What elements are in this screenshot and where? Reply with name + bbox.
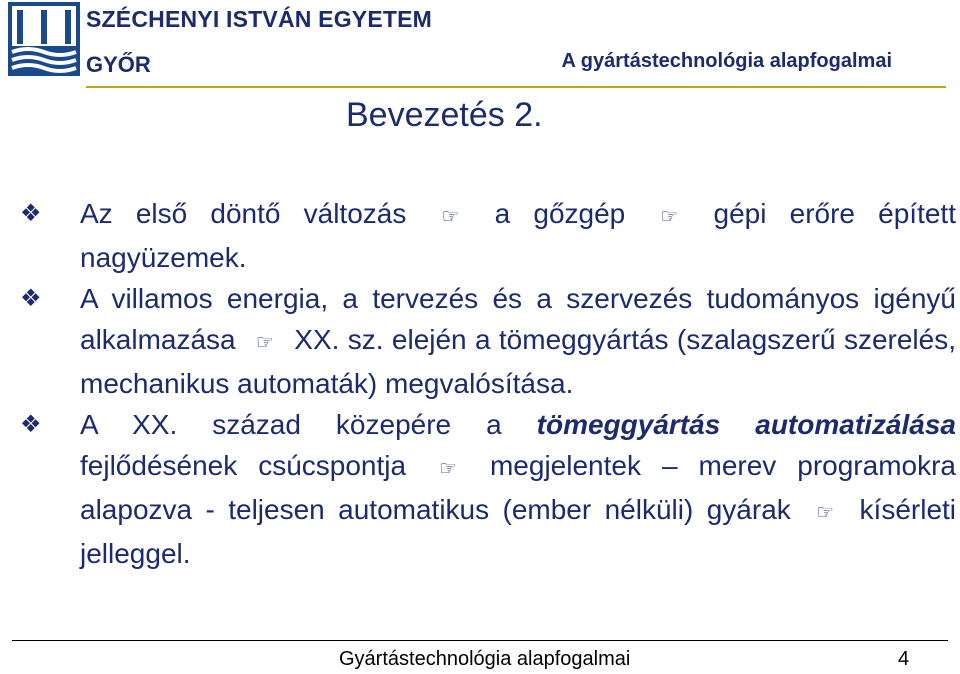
- bullet-text-2: A villamos energia, a tervezés és a szervezés tudományos igényű alkalmazása ☞ XX. sz. elején a tömeggyártás (szalagszerű szerelés, mechanikus automaták) megvalósítása.: [80, 283, 957, 399]
- diamond-bullet-icon: ❖: [20, 285, 42, 312]
- university-logo: [8, 2, 80, 76]
- university-name: SZÉCHENYI ISTVÁN EGYETEM: [86, 6, 433, 32]
- diamond-bullet-icon: ❖: [20, 200, 42, 227]
- diamond-bullet-icon: ❖: [20, 411, 42, 438]
- header-divider: [86, 86, 946, 88]
- course-title: A gyártástechnológia alapfogalmai: [561, 50, 892, 72]
- pointing-hand-icon: ☞: [441, 204, 460, 228]
- bullet-text-1: Az első döntő változás ☞ a gőzgép ☞ gépi erőre épített nagyüzemek.: [80, 198, 956, 273]
- pointing-hand-icon: ☞: [660, 204, 679, 228]
- slide-content: [20, 193, 956, 574]
- footer-text: Gyártástechnológia alapfogalmai: [339, 648, 631, 670]
- city-name: GYŐR: [86, 52, 151, 77]
- page-number: 4: [898, 648, 910, 670]
- bullet-text-3: A XX. század közepére a tömeggyártás automatizálása fejlődésének csúcspontja ☞ megjelentek – merev programokra alapozva - teljesen automatikus (ember nélküli) gyárak ☞ kísérleti jelleggel.: [80, 409, 957, 569]
- pointing-hand-icon: ☞: [256, 330, 274, 354]
- footer-divider: [12, 640, 948, 641]
- pointing-hand-icon: ☞: [439, 456, 457, 480]
- bullet-item-3: [20, 404, 956, 574]
- slide-title: Bevezetés 2.: [346, 96, 543, 134]
- emphasis-text: tömeggyártás automatizálása: [536, 409, 956, 440]
- bullet-item-1: [20, 193, 956, 278]
- bullet-item-2: [20, 278, 956, 404]
- pointing-hand-icon: ☞: [816, 500, 835, 524]
